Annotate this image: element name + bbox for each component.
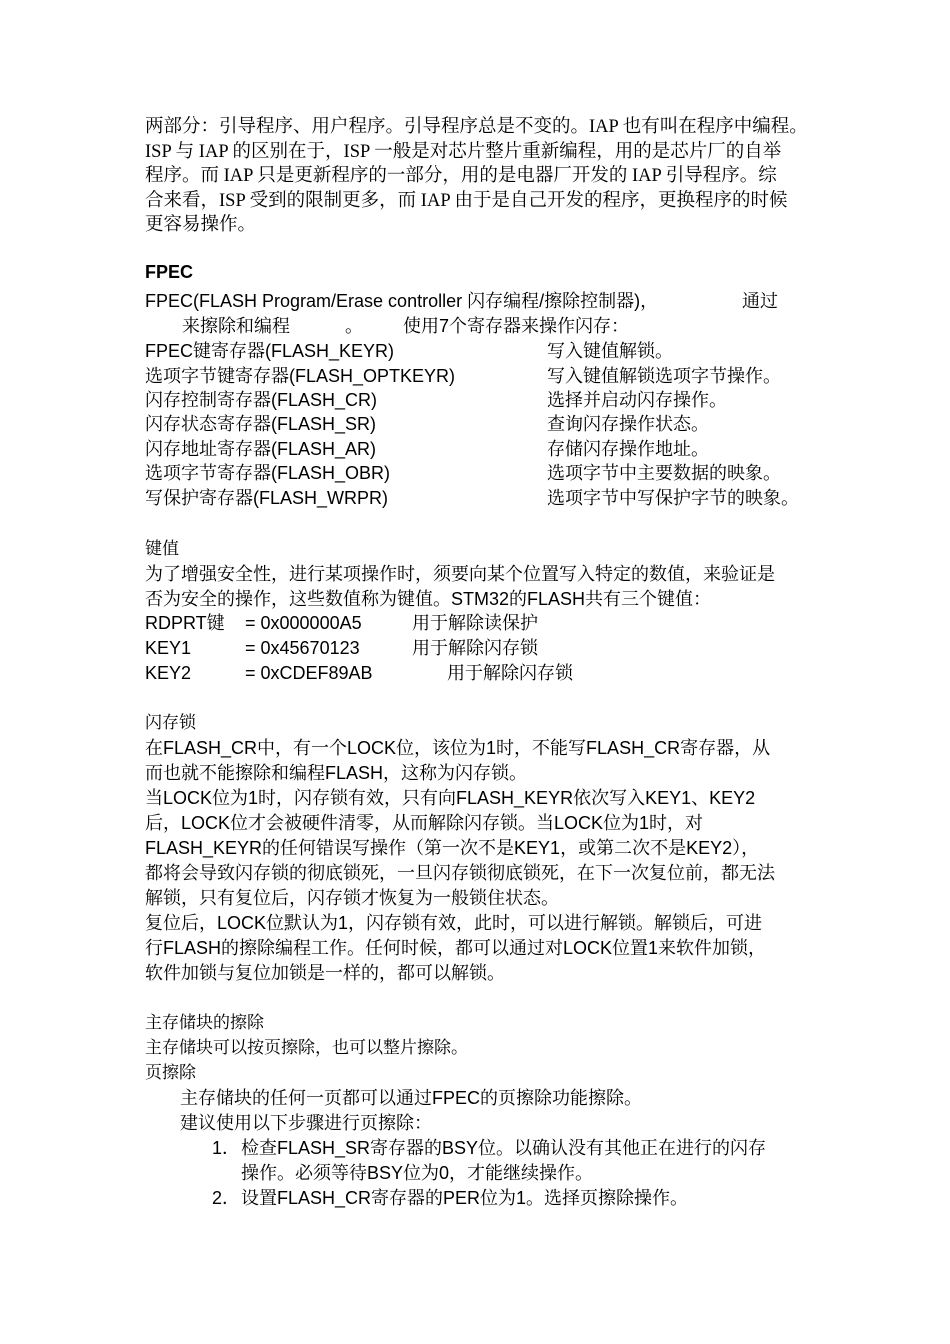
fpec-desc-line1 [145, 289, 778, 314]
register-desc: 查询闪存操作状态。 [547, 414, 709, 434]
register-name: 选项字节寄存器(FLASH_OBR) [145, 463, 391, 483]
intro-line: 程序。而 IAP 只是更新程序的一部分，用的是电器厂开发的 IAP 引导程序。综 [145, 166, 777, 186]
fpec-desc-text: 。 [345, 316, 363, 336]
register-row [145, 461, 810, 486]
step-text: 检查FLASH_SR寄存器的BSY位。以确认没有其他正在进行的闪存 [241, 1138, 767, 1158]
fpec-desc-text: FPEC(FLASH Program/Erase controller 闪存编程/擦除控制器)， [145, 291, 659, 311]
fpec-desc-text: 通过 [742, 291, 778, 311]
register-name: 闪存地址寄存器(FLASH_AR) [145, 439, 377, 459]
key-desc: 用于解除读保护 [412, 613, 538, 633]
key-value: = 0x45670123 [245, 638, 360, 658]
register-desc: 选项字节中写保护字节的映象。 [547, 488, 799, 508]
page-erase-heading: 页擦除 [145, 1063, 196, 1083]
key-value: = 0x000000A5 [245, 613, 362, 633]
lock-line: 行FLASH的擦除编程工作。任何时候，都可以通过对LOCK位置1来软件加锁， [145, 938, 767, 958]
fpec-desc-text: 使用7个寄存器来操作闪存： [403, 316, 630, 336]
intro-line: ISP 与 IAP 的区别在于，ISP 一般是对芯片整片重新编程，用的是芯片厂的自举 [145, 142, 782, 162]
register-name: 写保护寄存器(FLASH_WRPR) [145, 488, 389, 508]
keys-paragraph-line: 否为安全的操作，这些数值称为键值。STM32的FLASH共有三个键值： [145, 589, 712, 609]
register-desc: 选项字节中主要数据的映象。 [547, 463, 781, 483]
step-number: 2． [212, 1188, 241, 1208]
intro-line: 两部分：引导程序、用户程序。引导程序总是不变的。IAP 也有叫在程序中编程。 [145, 117, 808, 137]
key-row [145, 636, 745, 661]
intro-line: 更容易操作。 [145, 215, 257, 235]
lock-line: 当LOCK位为1时，闪存锁有效，只有向FLASH_KEYR依次写入KEY1、KEY2 [145, 788, 756, 808]
step-text: 操作。必须等待BSY位为0，才能继续操作。 [241, 1163, 594, 1183]
lock-line: 解锁，只有复位后，闪存锁才恢复为一般锁住状态。 [145, 888, 559, 908]
register-name: FPEC键寄存器(FLASH_KEYR) [145, 341, 395, 361]
register-desc: 选择并启动闪存操作。 [547, 390, 727, 410]
erase-line: 主存储块可以按页擦除，也可以整片擦除。 [145, 1038, 468, 1058]
register-row [145, 412, 810, 437]
key-value: = 0xCDEF89AB [245, 663, 373, 683]
register-row [145, 437, 810, 462]
lock-line: 在FLASH_CR中，有一个LOCK位，该位为1时，不能写FLASH_CR寄存器，从 [145, 738, 771, 758]
lock-line: 而也就不能擦除和编程FLASH，这称为闪存锁。 [145, 763, 528, 783]
lock-line: 后，LOCK位才会被硬件清零，从而解除闪存锁。当LOCK位为1时，对 [145, 813, 704, 833]
lock-line: FLASH_KEYR的任何错误写操作（第一次不是KEY1，或第二次不是KEY2）， [145, 838, 760, 858]
register-desc: 存储闪存操作地址。 [547, 439, 709, 459]
lock-line: 复位后，LOCK位默认为1，闪存锁有效，此时，可以进行解锁。解锁后，可进 [145, 913, 763, 933]
register-name: 闪存控制寄存器(FLASH_CR) [145, 390, 378, 410]
key-name: RDPRT键 [145, 613, 225, 633]
key-row [145, 611, 745, 636]
erase-indent-line: 建议使用以下步骤进行页擦除： [180, 1113, 432, 1133]
register-row [145, 388, 810, 413]
register-row [145, 486, 810, 511]
step-number: 1． [212, 1138, 241, 1158]
lock-heading: 闪存锁 [145, 713, 196, 733]
fpec-heading: FPEC [145, 262, 194, 282]
erase-indent-line: 主存储块的任何一页都可以通过FPEC的页擦除功能擦除。 [180, 1088, 643, 1108]
key-desc: 用于解除闪存锁 [412, 638, 538, 658]
lock-line: 软件加锁与复位加锁是一样的，都可以解锁。 [145, 963, 505, 983]
key-name: KEY2 [145, 663, 192, 683]
keys-heading: 键值 [145, 539, 179, 559]
key-name: KEY1 [145, 638, 192, 658]
keys-paragraph-line: 为了增强安全性，进行某项操作时，须要向某个位置写入特定的数值，来验证是 [145, 564, 775, 584]
register-name: 选项字节键寄存器(FLASH_OPTKEYR) [145, 366, 456, 386]
register-desc: 写入键值解锁选项字节操作。 [547, 366, 781, 386]
intro-line: 合来看，ISP 受到的限制更多，而 IAP 由于是自己开发的程序，更换程序的时候 [145, 191, 788, 211]
key-desc: 用于解除闪存锁 [447, 663, 573, 683]
erase-heading: 主存储块的擦除 [145, 1013, 264, 1033]
lock-line: 都将会导致闪存锁的彻底锁死，一旦闪存锁彻底锁死，在下一次复位前，都无法 [145, 863, 775, 883]
register-row [145, 364, 810, 389]
fpec-desc-text: 来擦除和编程 [182, 316, 290, 336]
register-name: 闪存状态寄存器(FLASH_SR) [145, 414, 377, 434]
step-text: 设置FLASH_CR寄存器的PER位为1。选择页擦除操作。 [241, 1188, 689, 1208]
key-row [145, 661, 745, 686]
register-desc: 写入键值解锁。 [547, 341, 673, 361]
register-row [145, 339, 810, 364]
